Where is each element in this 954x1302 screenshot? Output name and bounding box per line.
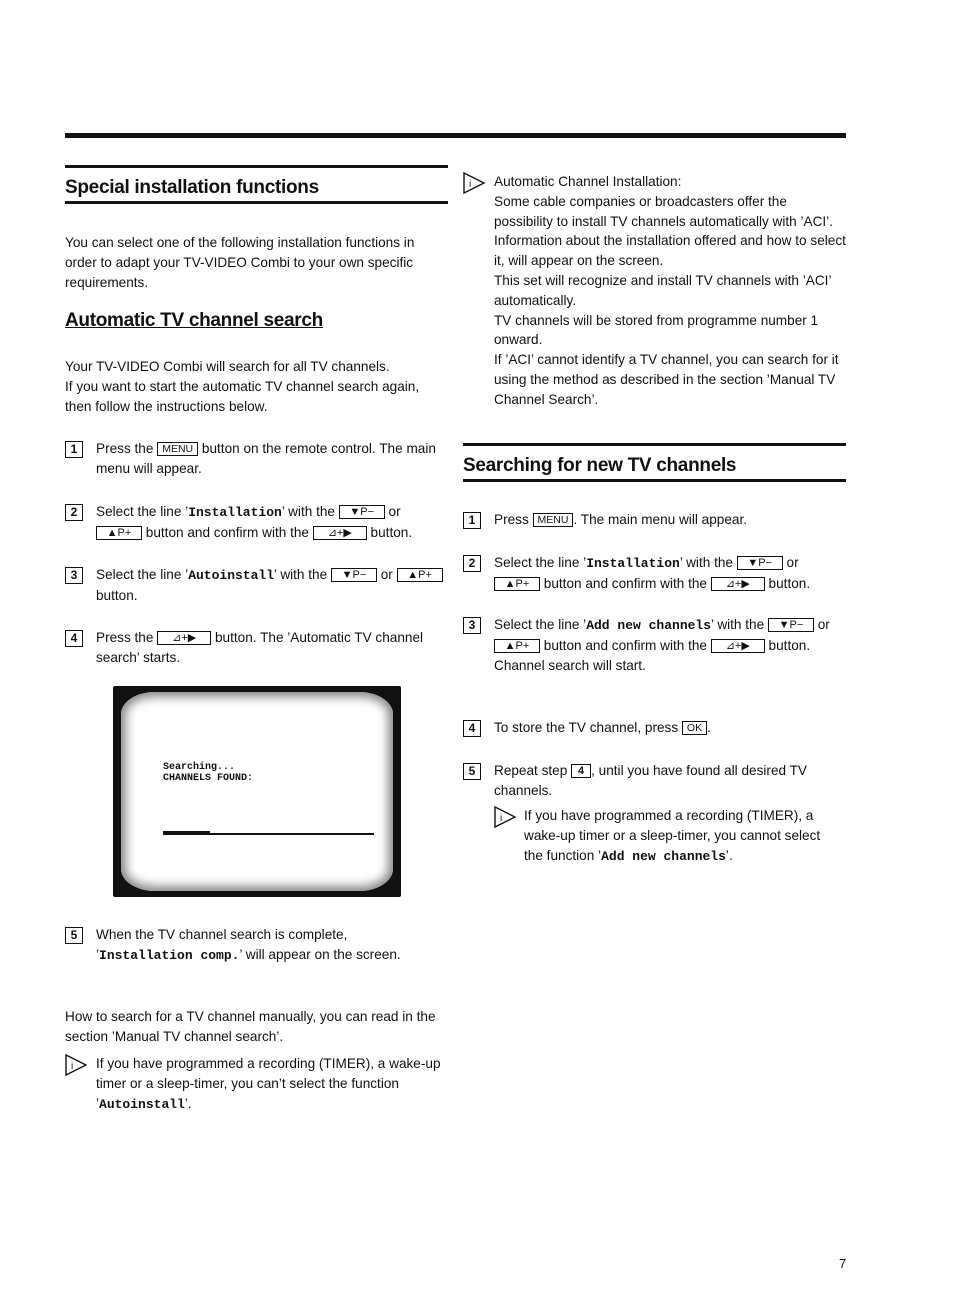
- step-text: button. The ’Automatic TV channel search’ starts.: [96, 630, 424, 665]
- screen-line-searching: Searching...: [163, 762, 236, 773]
- step-text: button.: [366, 524, 413, 540]
- step-number: 4: [463, 720, 481, 737]
- step-text: Select the line ’: [494, 617, 587, 632]
- step-2: [463, 553, 846, 594]
- step-1: [65, 439, 443, 479]
- program-down-key-icon: ▼P−: [737, 556, 783, 570]
- step-text: or: [384, 504, 401, 519]
- step-5: [463, 761, 846, 801]
- step-text: . The main menu will appear.: [573, 512, 747, 527]
- step-text: ’ will appear on the screen.: [239, 946, 401, 962]
- step-text: button and confirm with the: [540, 575, 711, 591]
- screen-text: [163, 762, 253, 784]
- step-reference: 4: [571, 764, 591, 778]
- step-3: [65, 565, 443, 606]
- confirm-key-icon: ⊿+▶: [313, 526, 367, 540]
- info-icon: [463, 172, 485, 194]
- step-text: Repeat step: [494, 763, 572, 778]
- info-note-left: [65, 1054, 445, 1114]
- page-number: 7: [839, 1256, 847, 1271]
- aci-info-block: [463, 172, 846, 410]
- step-5: [65, 925, 443, 966]
- step-text: ’ with the: [711, 617, 768, 632]
- step-text: button and confirm with the: [540, 637, 711, 653]
- menu-line-name: Add new channels: [586, 618, 712, 633]
- section-heading-box: [463, 443, 846, 482]
- step-number: 3: [463, 617, 481, 634]
- ok-key-icon: OK: [682, 721, 707, 735]
- step-number: 5: [463, 763, 481, 780]
- menu-line-name: Installation: [586, 556, 680, 571]
- aci-paragraph-2: This set will recognize and install TV channels with ’ACI’ automatically.: [494, 272, 831, 308]
- program-up-key-icon: ▲P+: [494, 639, 540, 653]
- menu-line-name: Installation: [188, 505, 282, 520]
- step-text: Press: [494, 512, 533, 527]
- step-text: When the TV channel search is complete, ’: [96, 927, 348, 962]
- intro-line-2: If you want to start the automatic TV channel search again, then follow the instructions below.: [65, 378, 420, 414]
- step-text: ’ with the: [274, 567, 331, 582]
- step-text: button and confirm with the: [142, 524, 313, 540]
- menu-line-name: Autoinstall: [99, 1096, 185, 1112]
- program-down-key-icon: ▼P−: [768, 618, 814, 632]
- section-title: Searching for new TV channels: [463, 455, 737, 476]
- menu-key-icon: MENU: [533, 513, 574, 527]
- program-up-key-icon: ▲P+: [494, 577, 540, 591]
- screen-line-channels-found: CHANNELS FOUND:: [163, 773, 254, 784]
- step-3: [463, 615, 846, 675]
- step-text: To store the TV channel, press: [494, 720, 682, 735]
- step-text: Select the line ’: [96, 567, 189, 582]
- step-text: button.: [96, 587, 138, 603]
- step-number: 3: [65, 567, 83, 584]
- tv-screen-display: [121, 692, 393, 891]
- svg-text:i: i: [500, 813, 503, 824]
- confirm-key-icon: ⊿+▶: [711, 639, 765, 653]
- program-up-key-icon: ▲P+: [397, 568, 443, 582]
- step-1: [463, 510, 846, 530]
- step-number: 1: [65, 441, 83, 458]
- section-title: Special installation functions: [65, 177, 319, 198]
- info-icon: [494, 806, 516, 828]
- aci-title: Automatic Channel Installation:: [494, 174, 682, 189]
- aci-paragraph-3: TV channels will be stored from programme number 1 onward.: [494, 312, 819, 348]
- svg-text:i: i: [71, 1061, 74, 1072]
- program-down-key-icon: ▼P−: [339, 505, 385, 519]
- aci-paragraph-4: If ’ACI’ cannot identify a TV channel, you can search for it using the method as described in the section ’Manual TV Channel Search’.: [494, 352, 839, 407]
- section-heading-box: [65, 165, 448, 204]
- step-2: [65, 502, 443, 543]
- confirm-key-icon: ⊿+▶: [157, 631, 211, 645]
- info-icon: [65, 1054, 87, 1076]
- menu-line-name: Autoinstall: [188, 568, 275, 583]
- step-text: Select the line ’: [494, 555, 587, 570]
- menu-key-icon: MENU: [157, 442, 198, 456]
- top-rule: [65, 133, 846, 138]
- step-number: 1: [463, 512, 481, 529]
- step-text: Press the: [96, 441, 158, 456]
- info-text: ’.: [184, 1095, 192, 1111]
- intro-line-1: Your TV-VIDEO Combi will search for all TV channels.: [65, 359, 390, 374]
- step-text: Select the line ’: [96, 504, 189, 519]
- step-text: Channel search will start.: [494, 657, 646, 673]
- menu-line-name: Installation comp.: [99, 947, 240, 963]
- progress-fill: [163, 831, 210, 834]
- info-text: If you have programmed a recording (TIMER), a wake-up timer or a sleep-timer, you cannot select the function ’: [524, 808, 821, 863]
- intro-paragraph: You can select one of the following installation functions in order to adapt your TV-VIDEO Combi to your own specific requirements.: [65, 235, 415, 290]
- manual-search-note: How to search for a TV channel manually, you can read in the section ’Manual TV channel search’.: [65, 1009, 436, 1044]
- confirm-key-icon: ⊿+▶: [711, 577, 765, 591]
- step-number: 5: [65, 927, 83, 944]
- step-text: ’ with the: [281, 504, 339, 519]
- step-4: [65, 628, 443, 668]
- step-text: ’ with the: [679, 555, 737, 570]
- program-down-key-icon: ▼P−: [331, 568, 377, 582]
- subsection-intro: [65, 357, 443, 416]
- tv-screen-illustration: [113, 686, 401, 897]
- step-number: 2: [463, 555, 481, 572]
- step-text: button.: [764, 575, 811, 591]
- step-text: or: [376, 567, 397, 582]
- step-text: or: [782, 555, 799, 570]
- step-text: , until you have found all desired TV channels.: [494, 763, 807, 798]
- info-text: If you have programmed a recording (TIMER), a wake-up timer or a sleep-timer, you can’t select the function ’: [96, 1056, 441, 1111]
- step-text: or: [813, 617, 830, 632]
- step-text: Press the: [96, 630, 158, 645]
- step-number: 4: [65, 630, 83, 647]
- program-up-key-icon: ▲P+: [96, 526, 142, 540]
- step-text: button on the remote control. The main menu will appear.: [96, 441, 436, 476]
- step-number: 2: [65, 504, 83, 521]
- menu-line-name: Add new channels: [601, 848, 726, 864]
- info-text: ’.: [725, 847, 733, 863]
- step-text: button.: [764, 637, 811, 653]
- svg-text:i: i: [469, 179, 472, 190]
- step-text: .: [707, 720, 711, 735]
- aci-paragraph-1: Some cable companies or broadcasters offer the possibility to install TV channels automatically with ’ACI’. Information about the installation offered and how to select it, will appear on the screen.: [494, 193, 846, 269]
- subsection-title: Automatic TV channel search: [65, 310, 323, 331]
- step-4: [463, 718, 846, 738]
- info-note-right: [494, 806, 839, 866]
